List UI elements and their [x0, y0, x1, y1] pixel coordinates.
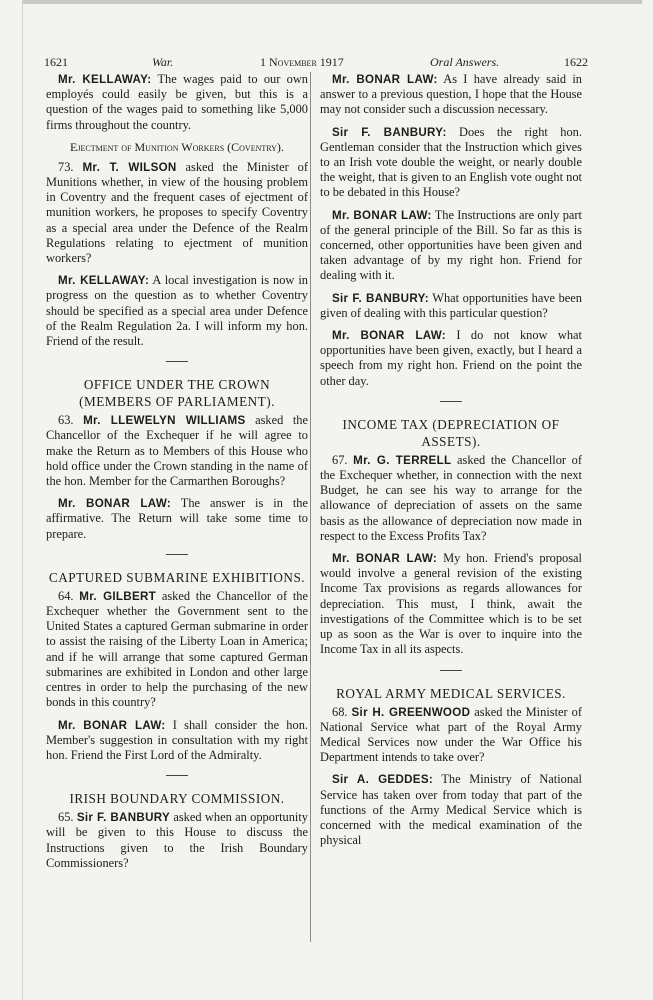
paragraph: [320, 291, 582, 321]
paragraph: [46, 810, 308, 871]
paragraph: [46, 160, 308, 266]
paragraph-text: asked the Minister of Munitions whether, in view of the housing problem in Coventry and the frequent cases of ejectment of munition workers, he proposes to specify Coventry as a special area under the Defence of the Realm Regulations relating to ejectment of munition workers?: [46, 159, 308, 266]
speaker-name: Mr. G. TERRELL: [353, 453, 452, 467]
speaker-name: Sir A. GEDDES:: [332, 773, 434, 787]
page-top-edge: [22, 0, 642, 4]
section-divider: [440, 401, 462, 402]
left-running-title: War.: [152, 55, 174, 69]
right-column: [320, 72, 582, 855]
question-number: 65.: [58, 810, 77, 825]
section-heading: ROYAL ARMY MEDICAL SERVICES.: [336, 685, 566, 701]
paragraph: [46, 413, 308, 489]
paragraph-text: The wages paid to our own employés could easily be given, but this is a question of the wages paid to something like 5,000 firms throughout the country.: [46, 72, 309, 132]
speaker-name: Mr. BONAR LAW:: [332, 329, 446, 343]
paragraph: [320, 551, 582, 657]
paragraph: [46, 72, 308, 133]
speaker-name: Mr. BONAR LAW:: [332, 208, 432, 222]
paragraph-text: asked when an opportunity will be given to this House to discuss the Instructions given to the Irish Boundary Commissioners?: [46, 810, 308, 870]
speaker-name: Sir F. BANBURY:: [332, 291, 429, 305]
paragraph-text: My hon. Friend's proposal would involve a general revision of the existing Income Tax provisions as regards allowances for depreciation. This must, I think, await the investigations of the Committee which is to be set up as soon as the War is over to inquire into the Income Tax in all its aspects.: [320, 551, 582, 657]
paragraph: [46, 589, 308, 711]
speaker-name: Sir F. BANBURY:: [332, 125, 447, 139]
paragraph: [46, 496, 308, 542]
question-number: 63.: [58, 413, 84, 428]
section-divider: [440, 670, 462, 671]
paragraph-text: A local investigation is now in progress on the question as to whether Coventry should be specified as a special area under Defence of the Realm Regulation 2a. I will inform my hon. Friend of the result.: [46, 273, 309, 349]
paragraph: [320, 453, 582, 544]
speaker-name: Mr. BONAR LAW:: [58, 497, 172, 511]
paragraph: [320, 208, 582, 284]
section-heading: INCOME TAX (DEPRECIATION OF ASSETS).: [342, 416, 560, 449]
paragraph: [46, 273, 308, 349]
speaker-name: Mr. KELLAWAY:: [58, 73, 152, 86]
paragraph: [320, 705, 582, 766]
paragraph-text: asked the Chancellor of the Exchequer whether, in connection with the next Budget, he can see his way to arrange for the allowance of depreciation of assets on the same basis as the allowance of depreciation now made in respect to the Excess Profits Tax?: [320, 452, 583, 543]
paragraph-text: I do not know what opportunities have been given, exactly, but I heard a speech from my right hon. Friend on the point the other day.: [320, 328, 582, 388]
paragraph-text: What opportunities have been given of dealing with this particular question?: [320, 290, 582, 320]
paragraph: [320, 125, 582, 201]
paragraph-text: asked the Chancellor of the Exchequer whether the Government sent to the United States a captured German submarine in order to assist the raising of the Liberty Loan in America; and if he will arrange that some captured German submarines are exhibited in London and other large centres in order to help the purchasing of the new bonds in this country?: [46, 588, 308, 710]
section-heading: IRISH BOUNDARY COMMISSION.: [69, 791, 285, 807]
speaker-name: Mr. GILBERT: [79, 589, 157, 603]
paragraph: [46, 718, 308, 764]
speaker-name: Mr. LLEWELYN WILLIAMS: [83, 414, 246, 428]
paragraph: [320, 772, 582, 848]
paragraph-text: asked the Chancellor of the Exchequer if he will agree to make the Return as to Members of this House who hold office under the Crown standing in the name of the hon. Member for the Carmarthen Boroughs?: [46, 413, 309, 489]
speaker-name: Sir H. GREENWOOD: [351, 705, 471, 719]
speaker-name: Mr. BONAR LAW:: [58, 718, 166, 732]
header-date: 1 November 1917: [260, 55, 344, 69]
question-number: 73.: [58, 159, 83, 174]
paragraph-text: I shall consider the hon. Member's suggestion in consultation with my right hon. Friend the First Lord of the Admiralty.: [46, 717, 308, 762]
paragraph-text: asked the Minister of National Service what part of the Royal Army Medical Services now under the War Office his Department intends to take over?: [320, 704, 582, 765]
page-left-edge: [22, 0, 23, 1000]
subheading: Ejectment of Munition Workers (Coventry).: [70, 139, 284, 154]
right-running-title: Oral Answers.: [430, 55, 500, 69]
right-column-number: 1622: [564, 55, 588, 69]
section-divider: [166, 775, 188, 776]
speaker-name: Mr. KELLAWAY:: [58, 274, 150, 288]
paragraph-text: The answer is in the affirmative. The Return will take some time to prepare.: [46, 496, 308, 541]
paragraph-text: Does the right hon. Gentleman consider that the Instruction which gives to an Irish vote double the weight, or nearly double the weight, that is given to an English vote ought not to be debated in this House?: [320, 124, 582, 200]
speaker-name: Mr. BONAR LAW:: [332, 73, 438, 86]
column-divider: [310, 72, 311, 942]
section-divider: [166, 361, 188, 362]
left-column: [46, 72, 308, 878]
paragraph: [320, 328, 582, 389]
paragraph-text: As I have already said in answer to a previous question, I hope that the House may not consider such a discussion necessary.: [320, 72, 582, 117]
left-column-number: 1621: [44, 55, 68, 69]
paragraph-text: The Ministry of National Service has taken over from today that part of the functions of the Army Medical Service which is concerned with the medical examination of the physical: [320, 772, 582, 848]
section-divider: [166, 554, 188, 555]
section-heading: CAPTURED SUBMARINE EXHIBITIONS.: [48, 569, 306, 585]
speaker-name: Mr. BONAR LAW:: [332, 552, 438, 566]
page-header: [44, 55, 609, 69]
speaker-name: Sir F. BANBURY: [76, 811, 171, 825]
question-number: 68.: [332, 704, 352, 719]
question-number: 67.: [332, 452, 354, 467]
speaker-name: Mr. T. WILSON: [82, 160, 177, 174]
paragraph: [320, 72, 582, 118]
question-number: 64.: [58, 588, 80, 603]
section-heading: OFFICE UNDER THE CROWN (MEMBERS OF PARLIAMENT).: [79, 377, 275, 410]
paragraph-text: The Instructions are only part of the general principle of the Bill. So far as this is concerned, other opportunities have been given and taken advantage of by my right hon. Friend for dealing with it.: [320, 207, 583, 283]
